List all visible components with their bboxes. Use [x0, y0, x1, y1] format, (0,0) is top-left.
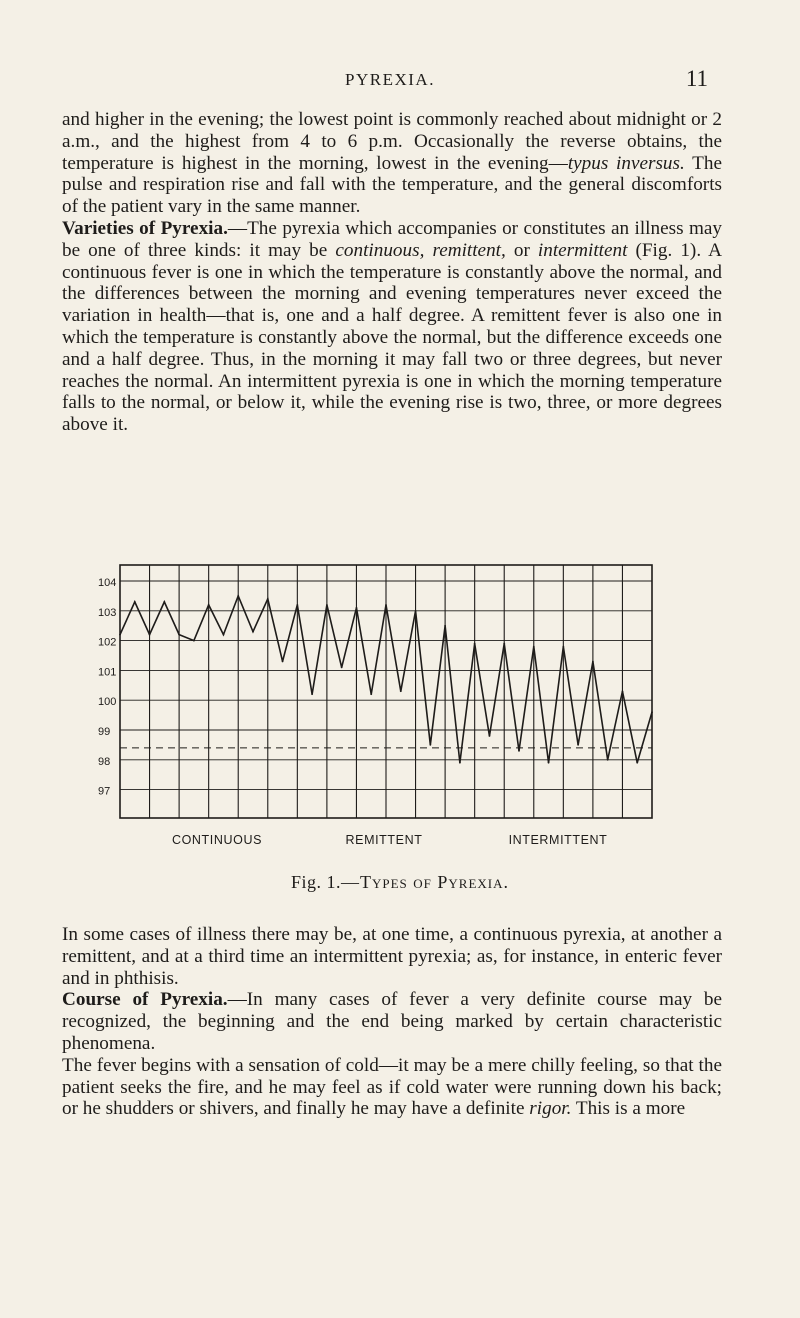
onset-text-end: This is a more: [571, 1098, 686, 1120]
term-rigor: rigor.: [529, 1098, 572, 1120]
y-tick-label: 104: [98, 577, 117, 589]
course-text: —In many cases of fever a very definite course may be recognized, the beginning and the end being marked by certain characteristic phenomena.: [62, 989, 723, 1054]
temperature-point: [503, 643, 505, 645]
temperature-point: [163, 601, 165, 603]
course-paragraph: [62, 989, 722, 1054]
temperature-point: [356, 607, 358, 609]
section-label: CONTINUOUS: [171, 833, 263, 847]
y-tick-label: 97: [98, 785, 111, 798]
temperature-point: [577, 744, 579, 746]
pyrexia-types-chart: [96, 560, 671, 850]
y-tick-label: 99: [98, 726, 111, 738]
temperature-point: [208, 604, 210, 606]
temperature-point: [592, 661, 594, 663]
page-number: 11: [685, 66, 708, 91]
temperature-point: [444, 625, 446, 627]
temperature-point: [651, 711, 653, 713]
temperature-point: [370, 693, 372, 695]
running-head: PYREXIA.: [345, 70, 435, 89]
intro-text: and higher in the evening; the lowest point is commonly reached about midnight or 2 a.m., and the highest from 4 to 6 p.m. Occasionally the reverse obtains, the temperature is highest in the morning, lowest in the evening—: [62, 109, 722, 174]
chart-svg: [96, 560, 671, 850]
temperature-point: [119, 634, 121, 636]
term-intermittent: intermittent: [537, 239, 628, 261]
temperature-point: [622, 690, 624, 692]
temperature-point: [326, 604, 328, 606]
figure-number: Fig. 1.: [290, 872, 341, 892]
onset-paragraph: [62, 1055, 722, 1120]
temperature-point: [636, 762, 638, 764]
section-label: REMITTENT: [345, 833, 423, 847]
term-remittent: remittent,: [432, 239, 506, 261]
page-header: [70, 66, 710, 96]
temperature-point: [134, 601, 136, 603]
temperature-point: [282, 661, 284, 663]
varieties-text-4: (Fig. 1). A continuous fever is one in which the temperature is constantly above the normal, and the differences between the morning and evening temperatures never exceed the variation in health—that is, one and a half degree. A remittent fever is also one in which the temperature is constantly above the normal, but the difference exceeds one and a half degree. Thus, in the morning it may fall two or three degrees, but never reaches the normal. An intermittent pyrexia is one in which the morning temperature falls to the normal, or below it, while the evening rise is two, three, or more degrees above it.: [62, 239, 722, 436]
intro-text-end: The pulse and respiration rise and fall with the temperature, and the general discomforts of the patient vary in the same manner.: [62, 152, 722, 218]
typus-inversus-term: typus inversus.: [567, 152, 685, 174]
temperature-point: [533, 646, 535, 648]
y-tick-label: 103: [98, 606, 117, 619]
temperature-point: [548, 762, 550, 764]
y-tick-label: 101: [98, 666, 117, 679]
figure-caption: [0, 872, 800, 893]
top-text-block: [62, 109, 722, 436]
temperature-point: [385, 604, 387, 606]
mixed-paragraph: [62, 924, 722, 989]
temperature-point: [267, 598, 269, 600]
temperature-point: [178, 634, 180, 636]
temperature-point: [296, 604, 298, 606]
temperature-point: [237, 595, 239, 597]
course-heading: Course of Pyrexia.: [62, 989, 228, 1011]
temperature-point: [607, 759, 609, 761]
temperature-point: [489, 735, 491, 737]
temperature-point: [223, 634, 225, 636]
temperature-point: [311, 693, 313, 695]
temperature-point: [474, 643, 476, 645]
varieties-text-1: —The pyrexia which accompanies or constitutes an illness may be one of three kinds: it may be: [62, 217, 722, 261]
temperature-point: [149, 634, 151, 636]
temperature-point: [415, 610, 417, 612]
temperature-point: [400, 690, 402, 692]
varieties-heading: Varieties of Pyrexia.: [62, 217, 228, 239]
temperature-point: [252, 631, 254, 633]
temperature-point: [459, 762, 461, 764]
temperature-point: [341, 667, 343, 669]
temperature-point: [193, 640, 195, 642]
bottom-text-block: [62, 924, 722, 1120]
y-tick-label: 100: [98, 696, 117, 709]
varieties-paragraph: [62, 218, 722, 436]
temperature-point: [429, 744, 431, 746]
figure-title: —Types of Pyrexia.: [340, 872, 510, 892]
mixed-text: In some cases of illness there may be, at one time, a continuous pyrexia, at another a remittent, and at a third time an intermittent pyrexia; as, for instance, in enteric fever and in phthisis.: [62, 924, 722, 989]
section-label: INTERMITTENT: [508, 833, 608, 847]
varieties-text-3: or: [505, 239, 538, 261]
temperature-point: [562, 646, 564, 648]
intro-paragraph: [62, 109, 722, 218]
onset-text: The fever begins with a sensation of cold—it may be a mere chilly feeling, so that the patient seeks the fire, and he may feel as if cold water were running down his back; or he shudders or shivers, and finally he may have a definite: [62, 1054, 722, 1120]
y-tick-label: 98: [98, 755, 111, 768]
term-continuous: continuous,: [335, 239, 425, 261]
temperature-point: [518, 750, 520, 752]
y-tick-label: 102: [98, 636, 117, 649]
